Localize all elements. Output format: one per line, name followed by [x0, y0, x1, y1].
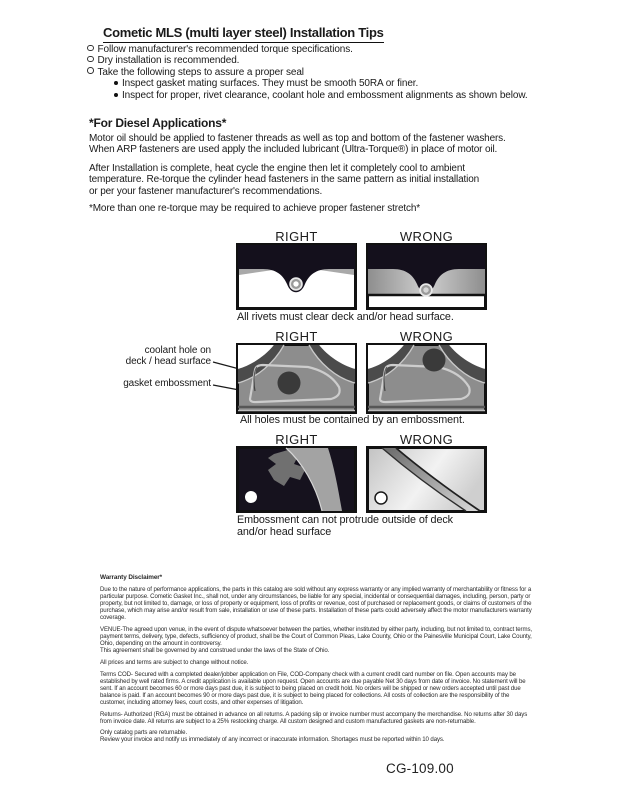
tip-text: Inspect for proper, rivet clearance, coolant hole and embossment alignments as shown below.	[122, 89, 528, 101]
diagram-holes-wrong	[366, 331, 487, 414]
annotation-gasket-embossment: gasket embossment	[123, 378, 211, 389]
holes-caption: All holes must be contained by an embossment.	[240, 414, 465, 426]
diagram-holes-right	[236, 331, 357, 414]
legal-paragraph: Returns- Authorized (RGA) must be obtained in advance on all returns. A packing slip or invoice number must accompany the merchandise. No returns after 30 days from invoice date. All returns are subject to a 25% restocking charge. All custom designed and custom manufactured gaskets are non-returnable.	[100, 710, 528, 725]
legal-paragraph: Only catalog parts are returnable.	[100, 729, 188, 737]
rivet-clear-diagram	[236, 243, 357, 310]
annotation-line: deck / head surface	[125, 355, 211, 367]
legal-paragraph: VENUE-The agreed upon venue, in the event of dispute whatsoever between the parties, whether instituted by either party, including, but not limited to, contract terms, payment terms, delivery, type, defects, sufficiency of product, shall be the Court of Common Pleas, Lake County, Ohio or the Painesville Municipal Court, Lake County, Ohio, depending on the amount in controversy.	[100, 626, 533, 648]
tip-text: Dry installation is recommended.	[97, 55, 240, 67]
hole-contained-diagram	[236, 343, 357, 414]
dot-bullet-icon	[114, 93, 118, 97]
page-title: Cometic MLS (multi layer steel) Installation Tips	[103, 25, 384, 43]
installation-tips-list	[87, 44, 528, 101]
retorque-note	[89, 203, 420, 214]
paragraph-line: *More than one re-torque may be required to achieve proper fastener stretch*	[89, 203, 421, 214]
rivets-caption: All rivets must clear deck and/or head surface.	[237, 311, 454, 323]
diesel-paragraph-2	[89, 163, 479, 197]
diagram-rivets-right	[236, 231, 357, 310]
diesel-heading: *For Diesel Applications*	[89, 116, 227, 130]
caption-line: and/or head surface	[237, 525, 332, 538]
diesel-paragraph-1	[89, 133, 506, 156]
list-item	[87, 44, 528, 55]
tip-text: Follow manufacturer's recommended torque specifications.	[97, 44, 353, 55]
legal-paragraph: All prices and terms are subject to change without notice.	[100, 658, 249, 666]
legal-paragraph: This agreement shall be governed by and construed under the laws of the State of Ohio.	[100, 647, 330, 655]
legal-disclaimer	[100, 574, 534, 748]
protrusion-caption	[237, 515, 453, 538]
paragraph-line: temperature. Re-torque the cylinder head fasteners in the same pattern as initial installation	[89, 174, 480, 186]
rivet-interference-diagram	[366, 243, 487, 310]
diagram-rivets-wrong	[366, 231, 487, 310]
paragraph-line: Motor oil should be applied to fastener threads as well as top and bottom of the fastener washers.	[89, 133, 506, 144]
list-item	[87, 78, 528, 89]
circle-bullet-icon	[87, 56, 94, 63]
embossment-protruding-diagram	[366, 446, 487, 513]
paragraph-line: After Installation is complete, heat cycle the engine then let it completely cool to ambient	[89, 163, 465, 174]
legal-paragraph: Terms COD- Secured with a completed dealer/jobber application on File, COD-Company check with a current credit card number on file. Open accounts may be established by well rated firms. A credit application is available upon request. Open accounts are due payable Net 30 days from date of invoice. No statement will be sent. If an account becomes 60 or more days past due, it is subject to being placed on credit hold. No orders will be shipped or new orders accepted until past due balance is paid. If an account becomes 90 or more days past due, it is subject to being placed for collections. All costs of collection are the responsibility of the customer, including attorney fees, court costs, and other expenses of litigation.	[100, 670, 526, 706]
legal-paragraph: Due to the nature of performance applications, the parts in this catalog are sold without any express warranty or any implied warranty of merchantability or fitness for a particular purpose. Cometic Gasket Inc., shall not, under any circumstances, be liable for any special, incidental or consequential damages, including, person, party or property, but not limited to, damage, or loss of property or equipment, loss of profits or revenue, cost of purchased or replacement goods, or claims of customers of the purchase, which may arise and/or result from sale, installation or use of these parts. Installation of these parts could adversely affect the motor manufacturers warranty coverage.	[100, 586, 532, 622]
right-label: RIGHT	[275, 229, 318, 244]
annotation-coolant-hole	[60, 346, 211, 367]
warranty-disclaimer-heading: Warranty Disclaimer*	[100, 574, 163, 581]
right-label: RIGHT	[275, 329, 318, 344]
annotation-line: coolant hole on	[144, 345, 211, 356]
tip-text: Take the following steps to assure a proper seal	[97, 66, 304, 78]
embossment-inside-diagram	[236, 446, 357, 513]
wrong-label: WRONG	[399, 432, 454, 447]
page-code: CG-109.00	[386, 761, 454, 776]
hole-outside-diagram	[366, 343, 487, 414]
wrong-label: WRONG	[399, 229, 454, 244]
tip-text: Inspect gasket mating surfaces. They must be smooth 50RA or finer.	[122, 78, 419, 90]
diagram-protrusion-wrong	[366, 434, 487, 513]
circle-bullet-icon	[87, 45, 94, 52]
wrong-label: WRONG	[399, 329, 454, 344]
right-label: RIGHT	[275, 432, 318, 447]
list-item	[87, 67, 528, 78]
caption-line: Embossment can not protrude outside of deck	[237, 514, 453, 526]
legal-paragraph: Review your invoice and notify us immediately of any incorrect or inaccurate information. Shortages must be reported within 10 days.	[100, 736, 445, 744]
list-item	[87, 90, 528, 101]
dot-bullet-icon	[114, 81, 118, 85]
circle-bullet-icon	[87, 67, 94, 74]
diagram-protrusion-right	[236, 434, 357, 513]
paragraph-line: When ARP fasteners are used apply the included lubricant (Ultra-Torque®) in place of motor oil.	[89, 144, 498, 156]
paragraph-line: or per your fastener manufacturer's recommendations.	[89, 185, 323, 197]
list-item	[87, 55, 528, 66]
